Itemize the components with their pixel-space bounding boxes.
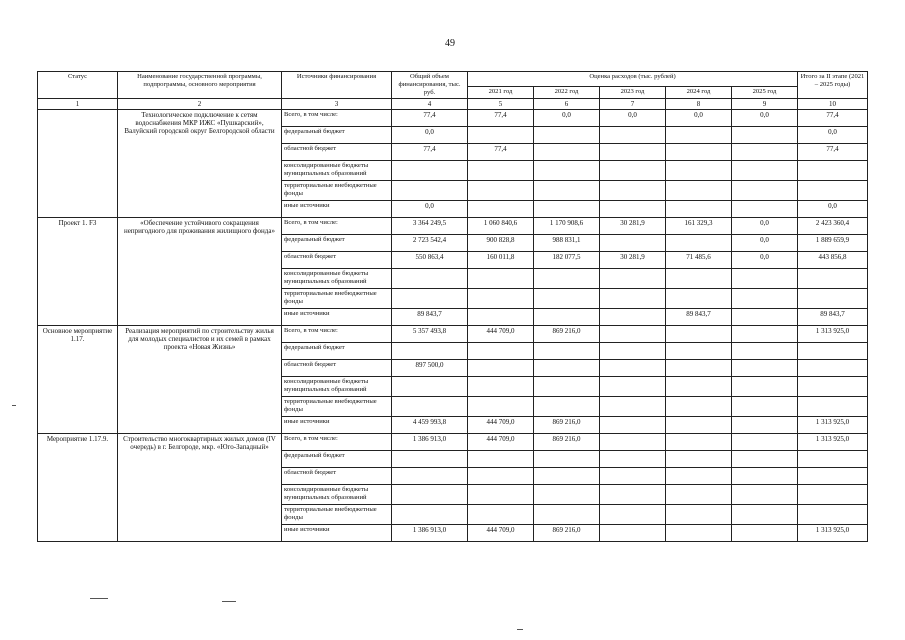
- amount-cell-y2021: [468, 309, 534, 326]
- amount-cell-total: [392, 289, 468, 309]
- amount-cell-y2021: 444 709,0: [468, 326, 534, 343]
- amount-cell-stage: 89 843,7: [798, 309, 868, 326]
- header-estimate: Оценка расходов (тыс. рублей): [468, 72, 798, 87]
- amount-cell-total: 5 357 493,8: [392, 326, 468, 343]
- amount-cell-y2021: 1 060 840,6: [468, 218, 534, 235]
- column-index-row: [38, 99, 868, 110]
- funding-source: консолидированные бюджеты муниципальных образований: [282, 161, 392, 181]
- header-stage-total: Итого за II этапе (2021 – 2025 годы): [798, 72, 868, 99]
- amount-cell-stage: [798, 181, 868, 201]
- funding-source: областной бюджет: [282, 144, 392, 161]
- col-index: 9: [732, 99, 798, 110]
- section-name: «Обеспечение устойчивого сокращения непригодного для проживания жилищного фонда»: [118, 218, 282, 326]
- amount-cell-stage: 1 313 925,0: [798, 326, 868, 343]
- funding-source: территориальные внебюджетные фонды: [282, 181, 392, 201]
- amount-cell-y2021: [468, 468, 534, 485]
- amount-cell-y2024: 161 329,3: [666, 218, 732, 235]
- funding-source: территориальные внебюджетные фонды: [282, 397, 392, 417]
- amount-cell-stage: [798, 451, 868, 468]
- amount-cell-y2022: [534, 269, 600, 289]
- amount-cell-y2024: [666, 360, 732, 377]
- amount-cell-stage: 2 423 360,4: [798, 218, 868, 235]
- amount-cell-y2023: [600, 468, 666, 485]
- col-index: 2: [118, 99, 282, 110]
- amount-cell-total: [392, 397, 468, 417]
- amount-cell-y2022: [534, 144, 600, 161]
- amount-cell-y2025: [732, 468, 798, 485]
- amount-cell-y2024: [666, 434, 732, 451]
- amount-cell-stage: 77,4: [798, 144, 868, 161]
- col-index: 6: [534, 99, 600, 110]
- amount-cell-y2025: [732, 289, 798, 309]
- amount-cell-stage: 1 313 925,0: [798, 434, 868, 451]
- funding-source: Всего, в том числе:: [282, 434, 392, 451]
- amount-cell-y2022: [534, 309, 600, 326]
- amount-cell-y2024: [666, 235, 732, 252]
- amount-cell-y2023: [600, 161, 666, 181]
- amount-cell-y2024: [666, 161, 732, 181]
- funding-source: консолидированные бюджеты муниципальных образований: [282, 485, 392, 505]
- header-sources: Источники финансирования: [282, 72, 392, 99]
- amount-cell-y2021: [468, 269, 534, 289]
- amount-cell-total: [392, 468, 468, 485]
- amount-cell-y2022: 1 170 908,6: [534, 218, 600, 235]
- amount-cell-stage: 1 313 925,0: [798, 417, 868, 434]
- funding-source: федеральный бюджет: [282, 235, 392, 252]
- amount-cell-y2021: [468, 377, 534, 397]
- amount-cell-y2022: [534, 127, 600, 144]
- section-name: Реализация мероприятий по строительству жилья для молодых специалистов и их семей в рамках проекта «Новая Жизнь»: [118, 326, 282, 434]
- amount-cell-y2025: 0,0: [732, 235, 798, 252]
- amount-cell-stage: [798, 161, 868, 181]
- amount-cell-y2023: [600, 377, 666, 397]
- col-index: 8: [666, 99, 732, 110]
- header-year-2022: 2022 год: [534, 87, 600, 99]
- amount-cell-y2025: [732, 127, 798, 144]
- funding-source: территориальные внебюджетные фонды: [282, 289, 392, 309]
- amount-cell-y2021: [468, 127, 534, 144]
- amount-cell-total: 550 863,4: [392, 252, 468, 269]
- amount-cell-y2025: [732, 181, 798, 201]
- header-name: Наименование государственной программы, подпрограммы, основного мероприятия: [118, 72, 282, 99]
- amount-cell-total: 77,4: [392, 144, 468, 161]
- amount-cell-y2023: [600, 201, 666, 218]
- amount-cell-y2022: 869 216,0: [534, 417, 600, 434]
- amount-cell-y2022: 869 216,0: [534, 326, 600, 343]
- amount-cell-y2021: [468, 505, 534, 525]
- amount-cell-y2022: [534, 360, 600, 377]
- amount-cell-y2024: [666, 417, 732, 434]
- amount-cell-stage: 1 313 925,0: [798, 525, 868, 542]
- funding-source: областной бюджет: [282, 252, 392, 269]
- funding-source: федеральный бюджет: [282, 127, 392, 144]
- table-row: [38, 434, 868, 451]
- amount-cell-y2025: [732, 434, 798, 451]
- amount-cell-total: 1 386 913,0: [392, 434, 468, 451]
- amount-cell-total: 0,0: [392, 127, 468, 144]
- amount-cell-y2024: [666, 181, 732, 201]
- amount-cell-y2024: 0,0: [666, 110, 732, 127]
- budget-table: [37, 71, 868, 542]
- amount-cell-y2025: 0,0: [732, 218, 798, 235]
- amount-cell-y2023: [600, 451, 666, 468]
- amount-cell-total: [392, 343, 468, 360]
- amount-cell-y2025: [732, 397, 798, 417]
- funding-source: иные источники: [282, 525, 392, 542]
- section-name: Технологическое подключение к сетям водоснабжения МКР ИЖС «Пушкарский», Валуйский городской округ Белгородской области: [118, 110, 282, 218]
- amount-cell-y2023: [600, 181, 666, 201]
- funding-source: областной бюджет: [282, 468, 392, 485]
- amount-cell-total: [392, 377, 468, 397]
- amount-cell-y2022: [534, 377, 600, 397]
- section-status: Проект 1. F3: [38, 218, 118, 326]
- col-index: 3: [282, 99, 392, 110]
- amount-cell-y2022: 869 216,0: [534, 525, 600, 542]
- funding-source: Всего, в том числе:: [282, 110, 392, 127]
- funding-source: иные источники: [282, 309, 392, 326]
- amount-cell-y2021: 444 709,0: [468, 525, 534, 542]
- amount-cell-stage: 0,0: [798, 201, 868, 218]
- amount-cell-y2024: [666, 144, 732, 161]
- amount-cell-stage: [798, 360, 868, 377]
- amount-cell-y2023: [600, 360, 666, 377]
- amount-cell-y2021: [468, 181, 534, 201]
- amount-cell-y2023: [600, 326, 666, 343]
- amount-cell-y2024: [666, 451, 732, 468]
- amount-cell-total: 4 459 993,8: [392, 417, 468, 434]
- amount-cell-total: [392, 161, 468, 181]
- amount-cell-stage: [798, 289, 868, 309]
- amount-cell-y2023: 30 281,9: [600, 252, 666, 269]
- amount-cell-y2022: [534, 161, 600, 181]
- amount-cell-stage: [798, 377, 868, 397]
- amount-cell-y2021: 444 709,0: [468, 417, 534, 434]
- amount-cell-y2025: [732, 377, 798, 397]
- amount-cell-y2025: [732, 326, 798, 343]
- amount-cell-y2025: [732, 505, 798, 525]
- amount-cell-y2023: [600, 127, 666, 144]
- section-status: Мероприятие 1.17.9.: [38, 434, 118, 542]
- amount-cell-y2022: 869 216,0: [534, 434, 600, 451]
- amount-cell-y2024: [666, 468, 732, 485]
- amount-cell-stage: [798, 397, 868, 417]
- col-index: 5: [468, 99, 534, 110]
- amount-cell-y2023: 30 281,9: [600, 218, 666, 235]
- amount-cell-y2023: [600, 397, 666, 417]
- amount-cell-total: 897 500,0: [392, 360, 468, 377]
- table-body: [38, 110, 868, 542]
- col-index: 10: [798, 99, 868, 110]
- amount-cell-y2025: [732, 417, 798, 434]
- col-index: 7: [600, 99, 666, 110]
- amount-cell-y2021: 160 011,8: [468, 252, 534, 269]
- page-number: 49: [445, 38, 455, 49]
- amount-cell-y2024: [666, 289, 732, 309]
- amount-cell-y2025: [732, 309, 798, 326]
- amount-cell-y2021: [468, 397, 534, 417]
- amount-cell-y2023: [600, 289, 666, 309]
- amount-cell-y2022: [534, 485, 600, 505]
- amount-cell-y2025: [732, 144, 798, 161]
- amount-cell-stage: [798, 485, 868, 505]
- amount-cell-y2021: [468, 161, 534, 181]
- amount-cell-y2024: [666, 377, 732, 397]
- amount-cell-y2024: [666, 505, 732, 525]
- amount-cell-y2024: [666, 485, 732, 505]
- amount-cell-total: [392, 269, 468, 289]
- amount-cell-y2022: [534, 468, 600, 485]
- amount-cell-y2023: [600, 525, 666, 542]
- amount-cell-y2024: [666, 525, 732, 542]
- amount-cell-y2023: [600, 144, 666, 161]
- amount-cell-y2023: [600, 343, 666, 360]
- amount-cell-y2021: [468, 289, 534, 309]
- section-status: [38, 110, 118, 218]
- header-year-2025: 2025 год: [732, 87, 798, 99]
- amount-cell-y2024: [666, 269, 732, 289]
- amount-cell-y2025: [732, 360, 798, 377]
- amount-cell-y2022: 182 077,5: [534, 252, 600, 269]
- amount-cell-y2021: 77,4: [468, 110, 534, 127]
- amount-cell-y2022: [534, 289, 600, 309]
- header-year-2023: 2023 год: [600, 87, 666, 99]
- amount-cell-stage: 1 889 659,9: [798, 235, 868, 252]
- amount-cell-y2021: [468, 485, 534, 505]
- amount-cell-y2024: [666, 397, 732, 417]
- section-status: Основное мероприятие 1.17.: [38, 326, 118, 434]
- amount-cell-stage: 77,4: [798, 110, 868, 127]
- amount-cell-stage: 0,0: [798, 127, 868, 144]
- amount-cell-y2024: [666, 201, 732, 218]
- amount-cell-y2025: [732, 525, 798, 542]
- amount-cell-total: 77,4: [392, 110, 468, 127]
- amount-cell-y2022: [534, 451, 600, 468]
- amount-cell-total: 2 723 542,4: [392, 235, 468, 252]
- amount-cell-y2025: [732, 485, 798, 505]
- amount-cell-stage: [798, 468, 868, 485]
- amount-cell-y2023: 0,0: [600, 110, 666, 127]
- amount-cell-y2021: 900 828,8: [468, 235, 534, 252]
- amount-cell-y2022: [534, 343, 600, 360]
- funding-source: Всего, в том числе:: [282, 218, 392, 235]
- amount-cell-y2021: [468, 343, 534, 360]
- amount-cell-y2023: [600, 417, 666, 434]
- amount-cell-y2025: [732, 343, 798, 360]
- col-index: 4: [392, 99, 468, 110]
- amount-cell-y2023: [600, 309, 666, 326]
- amount-cell-y2022: [534, 505, 600, 525]
- header-total: Общий объем финансирования, тыс. руб.: [392, 72, 468, 99]
- amount-cell-y2025: [732, 201, 798, 218]
- amount-cell-y2023: [600, 505, 666, 525]
- amount-cell-total: 3 364 249,5: [392, 218, 468, 235]
- amount-cell-y2024: [666, 343, 732, 360]
- amount-cell-stage: [798, 269, 868, 289]
- funding-source: федеральный бюджет: [282, 343, 392, 360]
- amount-cell-y2025: 0,0: [732, 252, 798, 269]
- amount-cell-stage: [798, 343, 868, 360]
- table-row: [38, 110, 868, 127]
- amount-cell-y2024: [666, 127, 732, 144]
- col-index: 1: [38, 99, 118, 110]
- section-name: Строительство многоквартирных жилых домов (IV очередь) в г. Белгороде, мкр. «Юго-Западный»: [118, 434, 282, 542]
- amount-cell-y2023: [600, 485, 666, 505]
- amount-cell-stage: 443 856,8: [798, 252, 868, 269]
- amount-cell-y2024: 71 485,6: [666, 252, 732, 269]
- funding-source: иные источники: [282, 201, 392, 218]
- header-year-2021: 2021 год: [468, 87, 534, 99]
- amount-cell-y2025: [732, 161, 798, 181]
- amount-cell-y2021: [468, 360, 534, 377]
- amount-cell-total: [392, 505, 468, 525]
- amount-cell-y2025: 0,0: [732, 110, 798, 127]
- amount-cell-total: [392, 485, 468, 505]
- funding-source: областной бюджет: [282, 360, 392, 377]
- amount-cell-y2022: [534, 397, 600, 417]
- funding-source: Всего, в том числе:: [282, 326, 392, 343]
- amount-cell-stage: [798, 505, 868, 525]
- amount-cell-y2023: [600, 235, 666, 252]
- funding-source: территориальные внебюджетные фонды: [282, 505, 392, 525]
- amount-cell-y2025: [732, 451, 798, 468]
- amount-cell-y2021: 444 709,0: [468, 434, 534, 451]
- amount-cell-y2022: [534, 181, 600, 201]
- amount-cell-y2022: [534, 201, 600, 218]
- amount-cell-y2025: [732, 269, 798, 289]
- funding-source: иные источники: [282, 417, 392, 434]
- table-row: [38, 326, 868, 343]
- table-row: [38, 218, 868, 235]
- amount-cell-y2024: 89 843,7: [666, 309, 732, 326]
- header-status: Статус: [38, 72, 118, 99]
- amount-cell-y2022: 988 831,1: [534, 235, 600, 252]
- amount-cell-y2023: [600, 434, 666, 451]
- funding-source: консолидированные бюджеты муниципальных образований: [282, 377, 392, 397]
- amount-cell-total: 1 386 913,0: [392, 525, 468, 542]
- amount-cell-y2023: [600, 269, 666, 289]
- funding-source: федеральный бюджет: [282, 451, 392, 468]
- amount-cell-y2021: 77,4: [468, 144, 534, 161]
- amount-cell-y2021: [468, 451, 534, 468]
- amount-cell-y2024: [666, 326, 732, 343]
- amount-cell-total: 89 843,7: [392, 309, 468, 326]
- header-year-2024: 2024 год: [666, 87, 732, 99]
- amount-cell-y2021: [468, 201, 534, 218]
- amount-cell-total: [392, 181, 468, 201]
- amount-cell-total: [392, 451, 468, 468]
- funding-source: консолидированные бюджеты муниципальных образований: [282, 269, 392, 289]
- amount-cell-y2022: 0,0: [534, 110, 600, 127]
- amount-cell-total: 0,0: [392, 201, 468, 218]
